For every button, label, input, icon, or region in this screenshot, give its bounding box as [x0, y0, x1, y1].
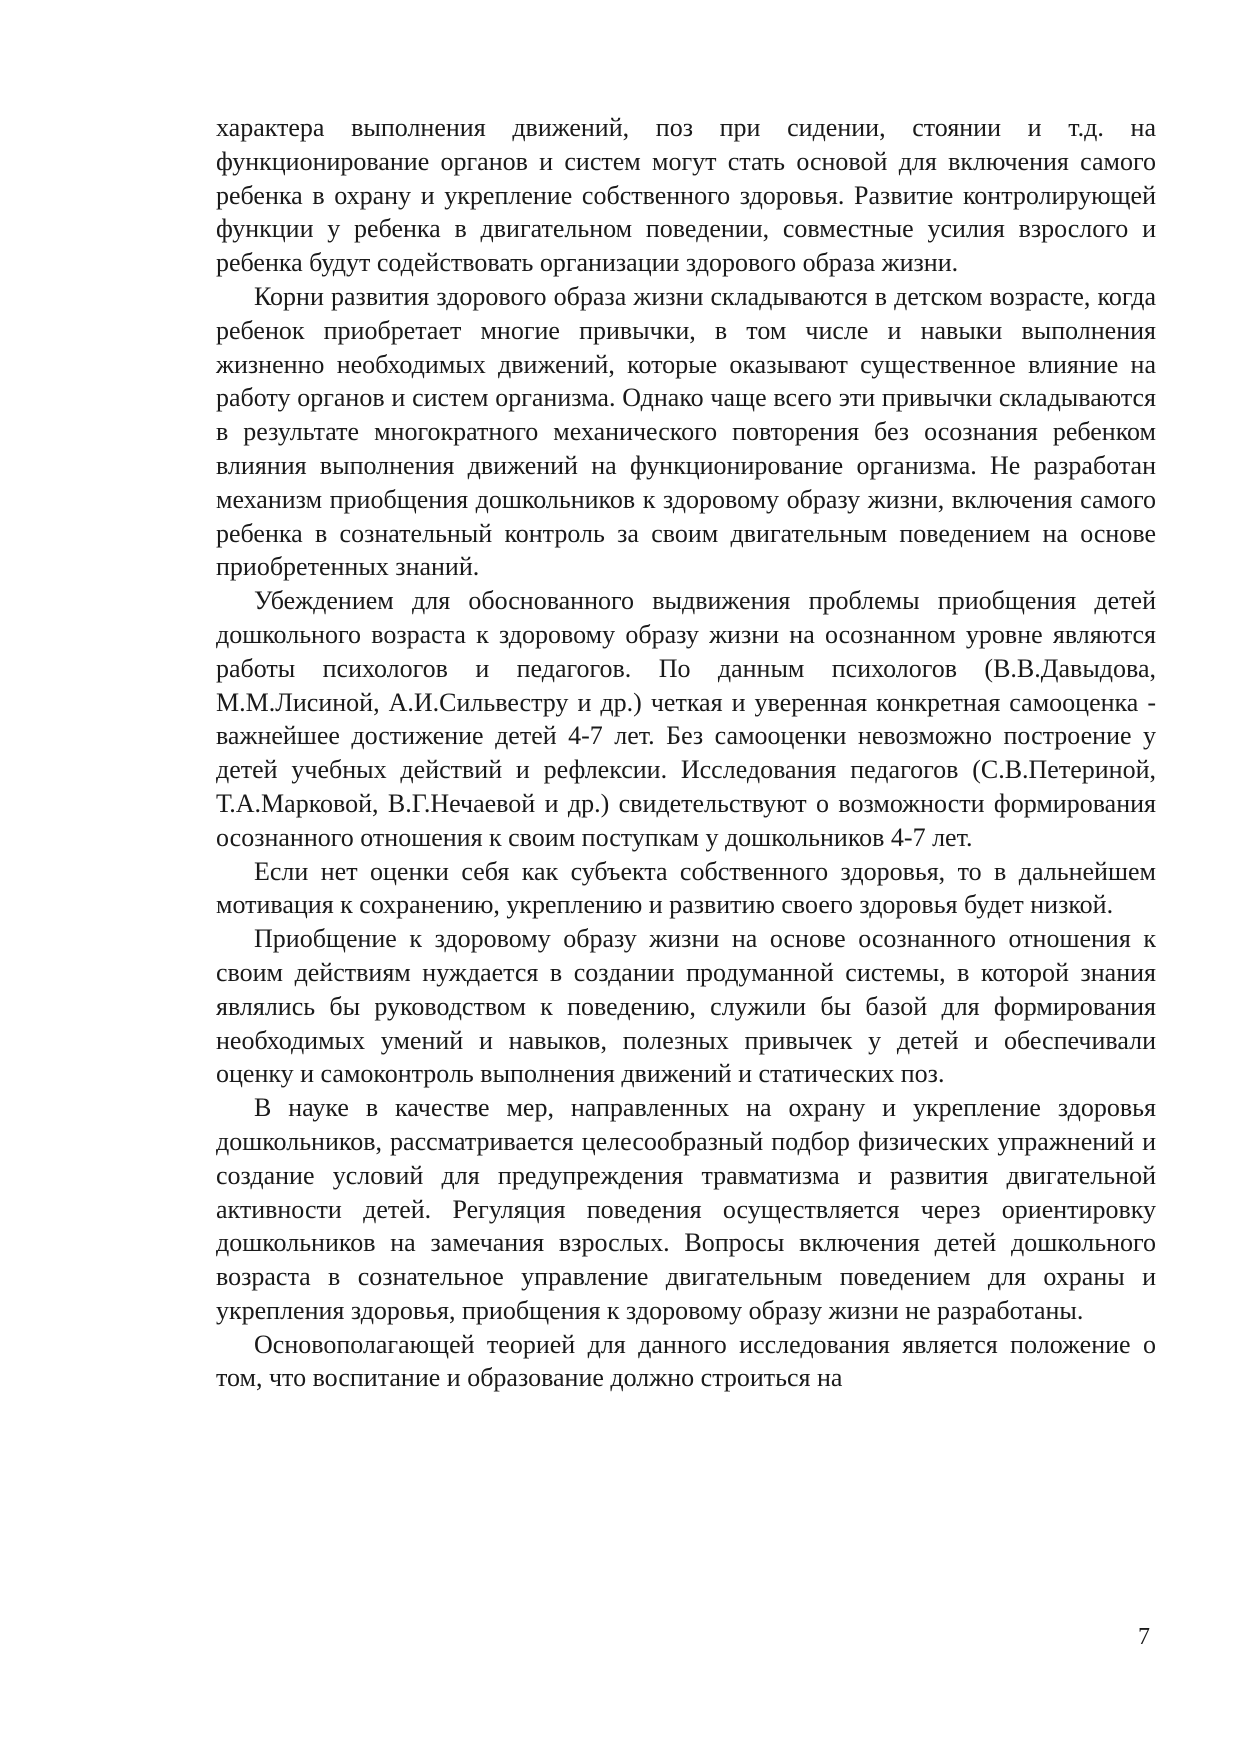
paragraph-6: В науке в качестве мер, направленных на охрану и укрепление здоровья дошкольников, рассматривается целесообразный подбор физических упражнений и создание условий для предупреждения травматизма и развития двигательной активности детей. Регуляция поведения осуществляется через ориентировку дошкольников на замечания взрослых. Вопросы включения детей дошкольного возраста в сознательное управление двигательным поведением для охраны и укрепления здоровья, приобщения к здоровому образу жизни не разработаны. — [216, 1093, 1156, 1325]
paragraph-7: Основополагающей теорией для данного исследования является положение о том, что воспитание и образование должно строиться на — [216, 1329, 1156, 1393]
paragraph-1: характера выполнения движений, поз при сидении, стоянии и т.д. на функционирование органов и систем могут стать основой для включения самого ребенка в охрану и укрепление собственного здоровья. Развитие контролирующей функции у ребенка в двигательном поведении, совместные усилия взрослого и ребенка будут содействовать организации здорового образа жизни. — [216, 113, 1156, 278]
paragraph-5: Приобщение к здоровому образу жизни на основе осознанного отношения к своим действиям нуждается в создании продуманной системы, в которой знания являлись бы руководством к поведению, служили бы базой для формирования необходимых умений и навыков, полезных привычек у детей и обеспечивали оценку и самоконтроль выполнения движений и статических поз. — [216, 924, 1156, 1089]
paragraph-4: Если нет оценки себя как субъекта собственного здоровья, то в дальнейшем мотивация к сохранению, укреплению и развитию своего здоровья будет низкой. — [216, 856, 1156, 920]
body-text — [216, 111, 1156, 1395]
paragraph-2: Корни развития здорового образа жизни складываются в детском возрасте, когда ребенок приобретает многие привычки, в том числе и навыки выполнения жизненно необходимых движений, которые оказывают существенное влияние на работу органов и систем организма. Однако чаще всего эти привычки складываются в результате многократного механического повторения без осознания ребенком влияния выполнения движений на функционирование организма. Не разработан механизм приобщения дошкольников к здоровому образу жизни, включения самого ребенка в сознательный контроль за своим двигательным поведением на основе приобретенных знаний. — [216, 281, 1156, 582]
page-number: 7 — [1138, 1624, 1150, 1650]
paragraph-3: Убеждением для обоснованного выдвижения проблемы приобщения детей дошкольного возраста к здоровому образу жизни на осознанном уровне являются работы психологов и педагогов. По данным психологов (В.В.Давыдова, М.М.Лисиной, А.И.Сильвестру и др.) четкая и уверенная конкретная самооценка - важнейшее достижение детей 4-7 лет. Без самооценки невозможно построение у детей учебных действий и рефлексии. Исследования педагогов (С.В.Петериной, Т.А.Марковой, В.Г.Нечаевой и др.) свидетельствуют о возможности формирования осознанного отношения к своим поступкам у дошкольников 4-7 лет. — [216, 586, 1156, 852]
document-page — [216, 111, 1156, 1721]
